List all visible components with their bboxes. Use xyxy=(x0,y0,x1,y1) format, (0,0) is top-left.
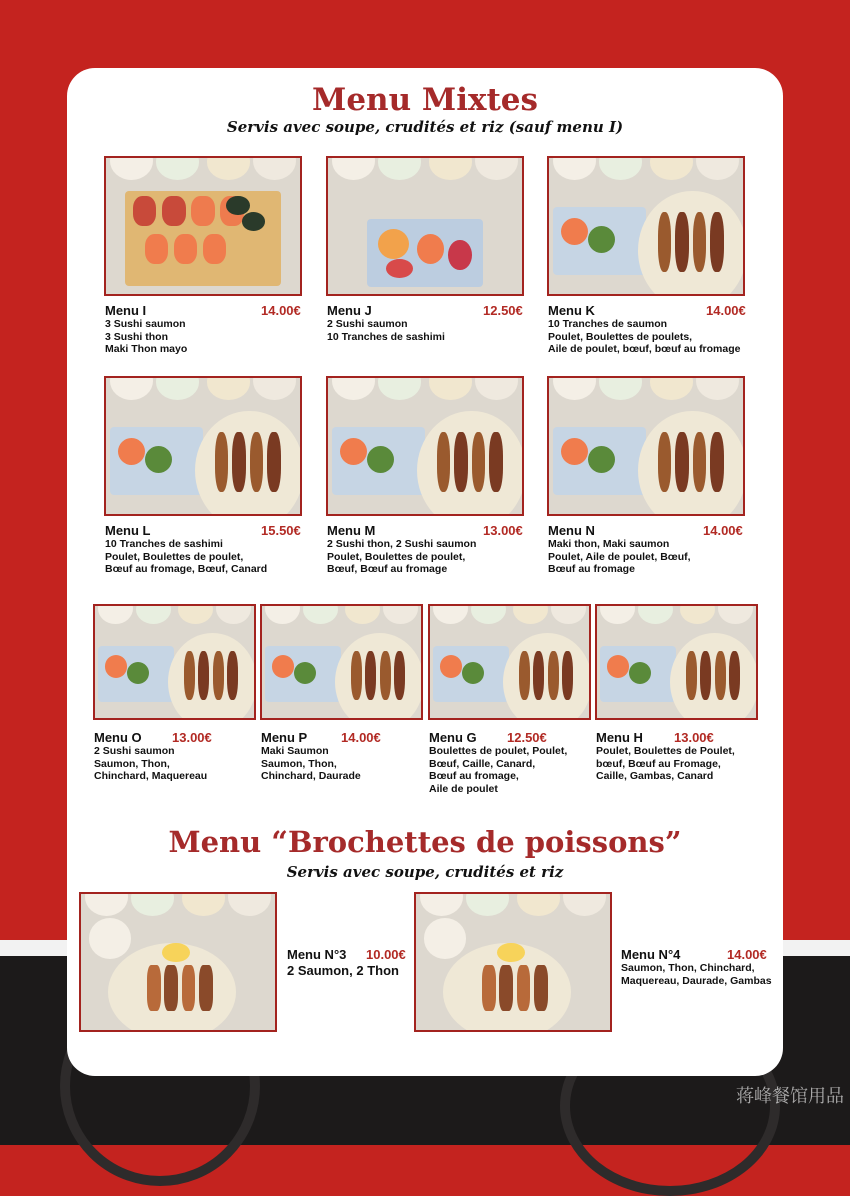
menu-h-line: Caille, Gambas, Canard xyxy=(596,770,714,782)
menu-h-line: Poulet, Boulettes de Poulet, xyxy=(596,745,735,757)
section-subtitle-mixtes: Servis avec soupe, crudités et riz (sauf menu I) xyxy=(226,118,624,136)
menu-i-price: 14.00€ xyxy=(261,303,301,318)
menu-n4-name: Menu N°4 xyxy=(621,947,681,962)
menu-g-price: 12.50€ xyxy=(507,730,547,745)
menu-l-photo xyxy=(104,376,302,516)
menu-m-line: Poulet, Boulettes de poulet, xyxy=(327,550,466,563)
menu-l-price: 15.50€ xyxy=(261,523,301,538)
menu-g-line: Aile de poulet xyxy=(429,782,498,795)
menu-m-header xyxy=(327,523,523,538)
menu-k-photo xyxy=(547,156,745,296)
menu-n-description xyxy=(548,538,691,576)
section-subtitle-brochettes: Servis avec soupe, crudités et riz xyxy=(286,863,564,881)
menu-p-photo xyxy=(260,604,423,720)
menu-n3-name: Menu N°3 xyxy=(287,947,347,962)
menu-n4-description xyxy=(621,962,772,987)
menu-o-header xyxy=(94,730,212,745)
menu-g-line: Boulettes de poulet, Poulet, xyxy=(429,745,568,757)
menu-n3-line: 2 Saumon, 2 Thon xyxy=(287,963,399,978)
menu-p-line: Chinchard, Daurade xyxy=(261,770,361,782)
menu-n3-description xyxy=(287,963,399,978)
menu-g-line: Bœuf au fromage, xyxy=(429,770,519,782)
menu-n-price: 14.00€ xyxy=(703,523,743,538)
menu-o-name: Menu O xyxy=(94,730,142,745)
menu-j-header xyxy=(327,303,523,318)
menu-k-line: Poulet, Boulettes de poulets, xyxy=(548,330,693,343)
menu-n-line: Bœuf au fromage xyxy=(548,563,635,575)
menu-g-header xyxy=(429,730,547,745)
menu-n-photo xyxy=(547,376,745,516)
menu-j-line: 2 Sushi saumon xyxy=(327,318,408,330)
menu-o-price: 13.00€ xyxy=(172,730,212,745)
menu-m-price: 13.00€ xyxy=(483,523,523,538)
menu-n3-photo xyxy=(79,892,277,1032)
menu-p-price: 14.00€ xyxy=(341,730,381,745)
menu-j-name: Menu J xyxy=(327,303,372,318)
menu-m-line: 2 Sushi thon, 2 Sushi saumon xyxy=(327,538,477,550)
menu-m-photo xyxy=(326,376,524,516)
menu-m-line: Bœuf, Bœuf au fromage xyxy=(327,563,448,575)
menu-n-name: Menu N xyxy=(548,523,595,538)
menu-l-name: Menu L xyxy=(105,523,151,538)
menu-i-name: Menu I xyxy=(105,303,147,318)
menu-n4-photo xyxy=(414,892,612,1032)
menu-g-line: Bœuf, Caille, Canard, xyxy=(429,757,536,770)
menu-p-name: Menu P xyxy=(261,730,308,745)
menu-i-photo xyxy=(104,156,302,296)
menu-l-description xyxy=(105,538,267,576)
menu-n4-header xyxy=(621,947,767,962)
menu-i-description xyxy=(105,318,187,356)
menu-k-price: 14.00€ xyxy=(706,303,746,318)
menu-l-line: Bœuf au fromage, Bœuf, Canard xyxy=(105,563,268,575)
menu-o-line: Chinchard, Maquereau xyxy=(94,770,208,782)
menu-k-line: 10 Tranches de saumon xyxy=(548,318,668,330)
menu-g-description xyxy=(429,745,567,795)
menu-n-line: Maki thon, Maki saumon xyxy=(548,538,670,550)
menu-n4-price: 14.00€ xyxy=(727,947,767,962)
menu-p-line: Maki Saumon xyxy=(261,745,329,757)
menu-g-photo xyxy=(428,604,591,720)
menu-g-name: Menu G xyxy=(429,730,477,745)
menu-n-line: Poulet, Aile de poulet, Bœuf, xyxy=(548,550,691,563)
menu-o-description xyxy=(94,745,207,783)
menu-j-line: 10 Tranches de sashimi xyxy=(327,330,445,343)
menu-k-name: Menu K xyxy=(548,303,595,318)
menu-h-description xyxy=(596,745,735,783)
menu-k-description xyxy=(548,318,741,356)
menu-o-line: Saumon, Thon, xyxy=(94,757,170,770)
menu-l-header xyxy=(105,523,301,538)
menu-n3-price: 10.00€ xyxy=(366,947,406,962)
menu-n4-line: Saumon, Thon, Chinchard, xyxy=(621,962,755,974)
menu-k-header xyxy=(548,303,746,318)
menu-n4-line: Maquereau, Daurade, Gambas xyxy=(621,974,772,987)
menu-m-name: Menu M xyxy=(327,523,376,538)
section-title-brochettes: Menu “Brochettes de poissons” xyxy=(168,825,682,859)
menu-p-description xyxy=(261,745,361,783)
menu-p-header xyxy=(261,730,381,745)
menu-n-header xyxy=(548,523,743,538)
menu-l-line: 10 Tranches de sashimi xyxy=(105,538,223,550)
menu-h-header xyxy=(596,730,714,745)
menu-j-description xyxy=(327,318,445,343)
menu-h-name: Menu H xyxy=(596,730,643,745)
watermark: 蒋峰餐馆用品 xyxy=(736,1086,844,1107)
menu-k-line: Aile de poulet, bœuf, bœuf au fromage xyxy=(548,343,741,355)
menu-j-photo xyxy=(326,156,524,296)
menu-j-price: 12.50€ xyxy=(483,303,523,318)
menu-h-line: bœuf, Bœuf au Fromage, xyxy=(596,757,721,770)
menu-o-line: 2 Sushi saumon xyxy=(94,745,175,757)
menu-i-line: Maki Thon mayo xyxy=(105,343,188,355)
menu-l-line: Poulet, Boulettes de poulet, xyxy=(105,550,244,563)
menu-o-photo xyxy=(93,604,256,720)
menu-i-header xyxy=(105,303,301,318)
menu-h-photo xyxy=(595,604,758,720)
section-title-mixtes: Menu Mixtes xyxy=(312,82,538,118)
menu-m-description xyxy=(327,538,476,576)
menu-i-line: 3 Sushi thon xyxy=(105,330,168,343)
menu-h-price: 13.00€ xyxy=(674,730,714,745)
menu-n3-header xyxy=(287,947,406,962)
menu-i-line: 3 Sushi saumon xyxy=(105,318,186,330)
menu-p-line: Saumon, Thon, xyxy=(261,757,337,770)
